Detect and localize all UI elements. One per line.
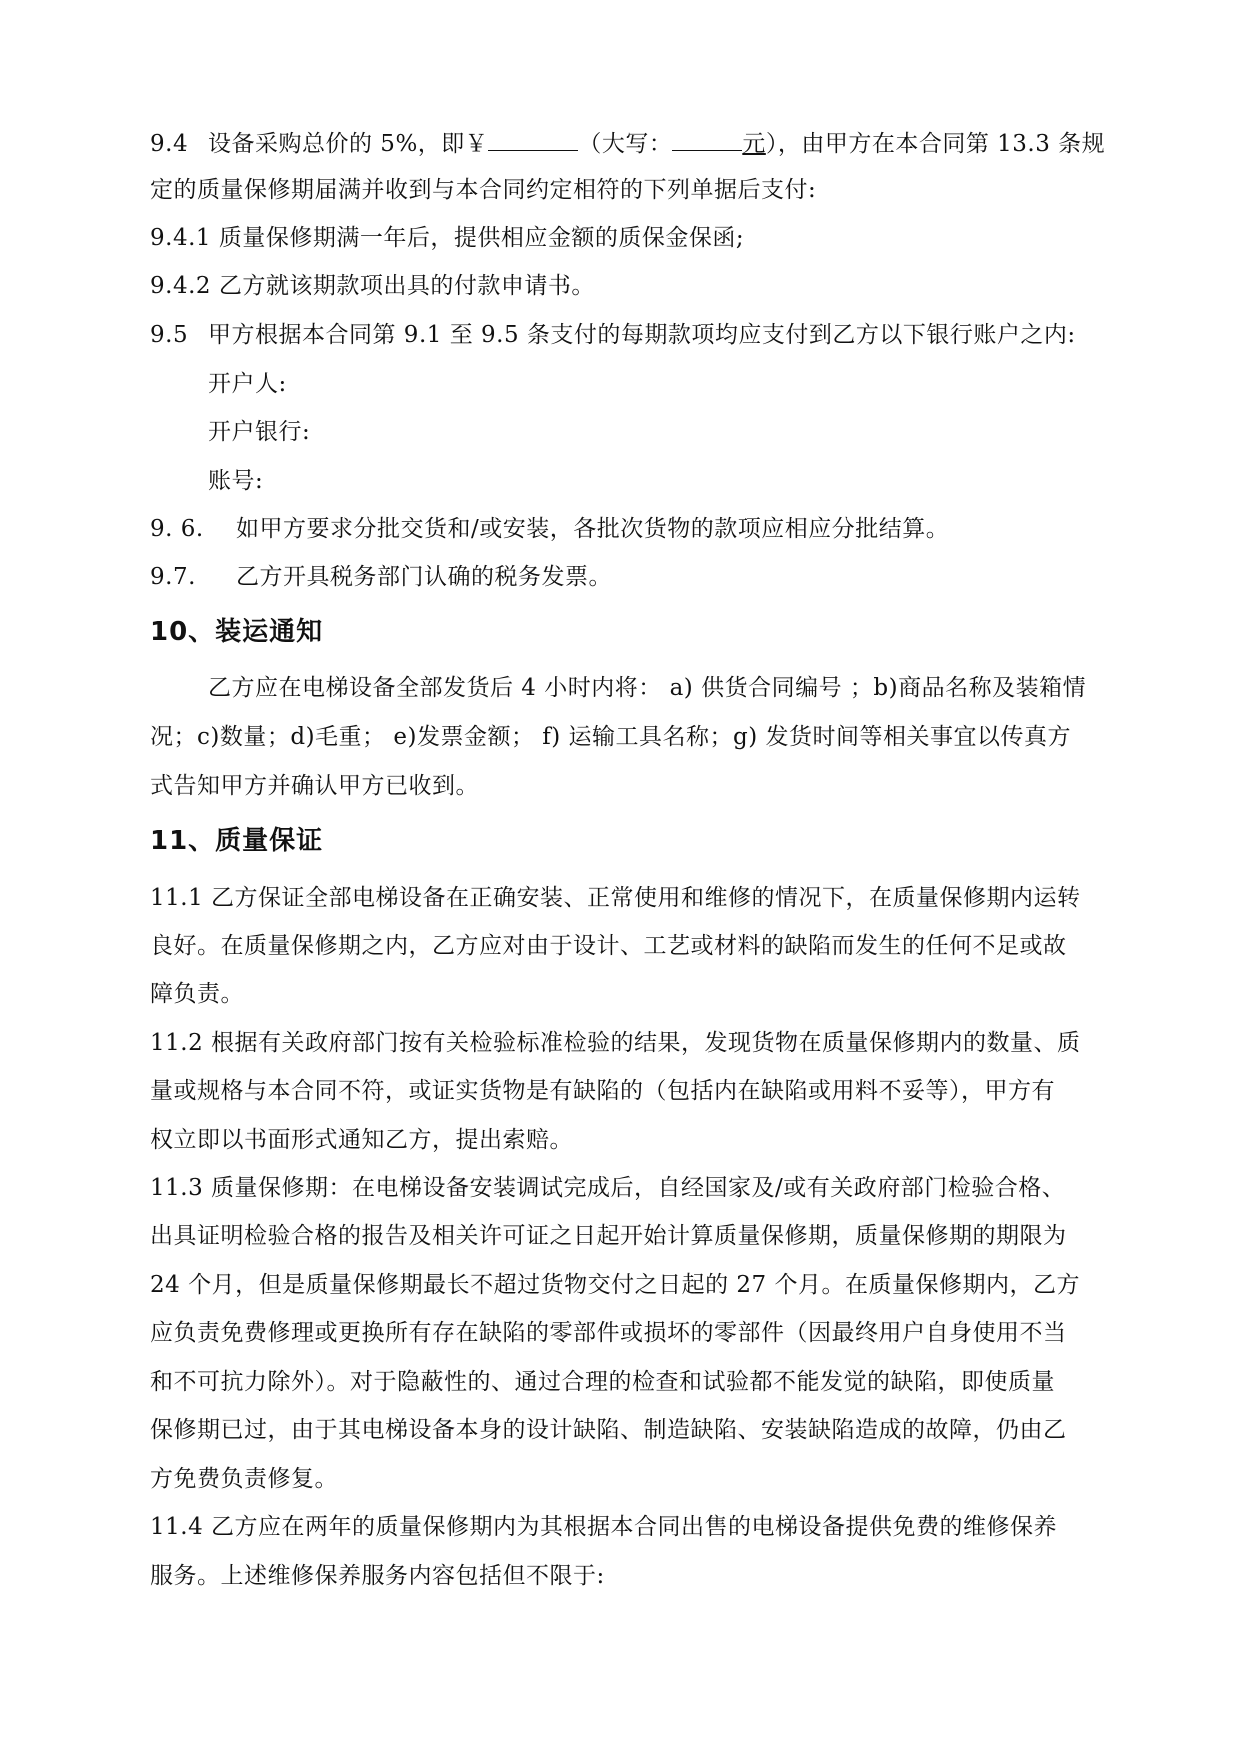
clause-9-4-2: 9.4.2 乙方就该期款项出具的付款申请书。 — [150, 273, 595, 299]
clause-9-4-line-2: 定的质量保修期届满并收到与本合同约定相符的下列单据后支付: — [150, 177, 817, 203]
account-number-label: 账号: — [208, 468, 264, 494]
clause-11-3-line-3: 24 个月，但是质量保修期最长不超过货物交付之日起的 27 个月。在质量保修期内，乙方 — [150, 1272, 1080, 1298]
clause-11-3-line-4: 应负责免费修理或更换所有存在缺陷的零部件或损坏的零部件（因最终用户自身使用不当 — [150, 1320, 1067, 1346]
clause-number: 9.5 — [150, 322, 189, 348]
clause-11-4-line-1: 11.4 乙方应在两年的质量保修期内为其根据本合同出售的电梯设备提供免费的维修保养 — [150, 1514, 1058, 1540]
clause-text: （大写： — [578, 131, 673, 157]
section-10-heading: 10、装运通知 — [150, 617, 324, 647]
clause-number: 9. 6. — [150, 516, 204, 542]
section-10-para-line-1: 乙方应在电梯设备全部发货后 4 小时内将： a) 供货合同编号 ；b)商品名称及装箱情 — [208, 675, 1087, 701]
section-10-para-line-3: 式告知甲方并确认甲方已收到。 — [150, 773, 479, 799]
clause-9-4-1: 9.4.1 质量保修期满一年后，提供相应金额的质保金保函; — [150, 225, 745, 251]
clause-11-3-line-7: 方免费负责修复。 — [150, 1466, 338, 1492]
clause-11-3-line-6: 保修期已过，由于其电梯设备本身的设计缺陷、制造缺陷、安装缺陷造成的故障，仍由乙 — [150, 1417, 1067, 1443]
clause-text: 如甲方要求分批交货和/或安装，各批次货物的款项应相应分批结算。 — [236, 516, 950, 542]
clause-9-6 — [150, 513, 1120, 545]
account-holder-label: 开户人: — [208, 371, 287, 397]
unit-text: 元 — [742, 131, 766, 157]
section-11-heading: 11、质量保证 — [150, 826, 324, 856]
clause-number: 9.4 — [150, 131, 189, 157]
amount-words-blank — [672, 126, 742, 151]
clause-11-1-line-1: 11.1 乙方保证全部电梯设备在正确安装、正常使用和维修的情况下，在质量保修期内运转 — [150, 885, 1081, 911]
clause-9-7 — [150, 561, 1120, 593]
clause-9-5 — [150, 319, 1120, 351]
clause-11-2-line-1: 11.2 根据有关政府部门按有关检验标准检验的结果，发现货物在质量保修期内的数量、质 — [150, 1030, 1081, 1056]
clause-11-1-line-2: 良好。在质量保修期之内，乙方应对由于设计、工艺或材料的缺陷而发生的任何不足或故 — [150, 933, 1067, 959]
clause-11-4-line-2: 服务。上述维修保养服务内容包括但不限于: — [150, 1563, 605, 1589]
clause-text: 甲方根据本合同第 9.1 至 9.5 条支付的每期款项均应支付到乙方以下银行账户之内: — [208, 322, 1076, 348]
clause-11-2-line-2: 量或规格与本合同不符，或证实货物是有缺陷的（包括内在缺陷或用料不妥等），甲方有 — [150, 1078, 1055, 1104]
clause-11-2-line-3: 权立即以书面形式通知乙方，提出索赔。 — [150, 1127, 573, 1153]
clause-11-3-line-1: 11.3 质量保修期：在电梯设备安装调试完成后，自经国家及/或有关政府部门检验合格、 — [150, 1175, 1066, 1201]
clause-11-1-line-3: 障负责。 — [150, 981, 244, 1007]
clause-number: 9.7. — [150, 564, 196, 590]
clause-text: 乙方开具税务部门认确的税务发票。 — [236, 564, 612, 590]
clause-9-4-line-1 — [150, 126, 1120, 160]
section-10-para-line-2: 况；c)数量；d)毛重； e)发票金额； f) 运输工具名称；g) 发货时间等相关事宜以传真方 — [150, 724, 1072, 750]
clause-11-3-line-2: 出具证明检验合格的报告及相关许可证之日起开始计算质量保修期，质量保修期的期限为 — [150, 1223, 1067, 1249]
clause-text: 设备采购总价的 5%，即￥ — [208, 131, 489, 157]
clause-text: ），由甲方在本合同第 13.3 条规 — [765, 131, 1106, 157]
bank-label: 开户银行: — [208, 419, 311, 445]
amount-blank — [488, 126, 578, 151]
clause-11-3-line-5: 和不可抗力除外）。对于隐蔽性的、通过合理的检查和试验都不能发觉的缺陷，即使质量 — [150, 1369, 1055, 1395]
